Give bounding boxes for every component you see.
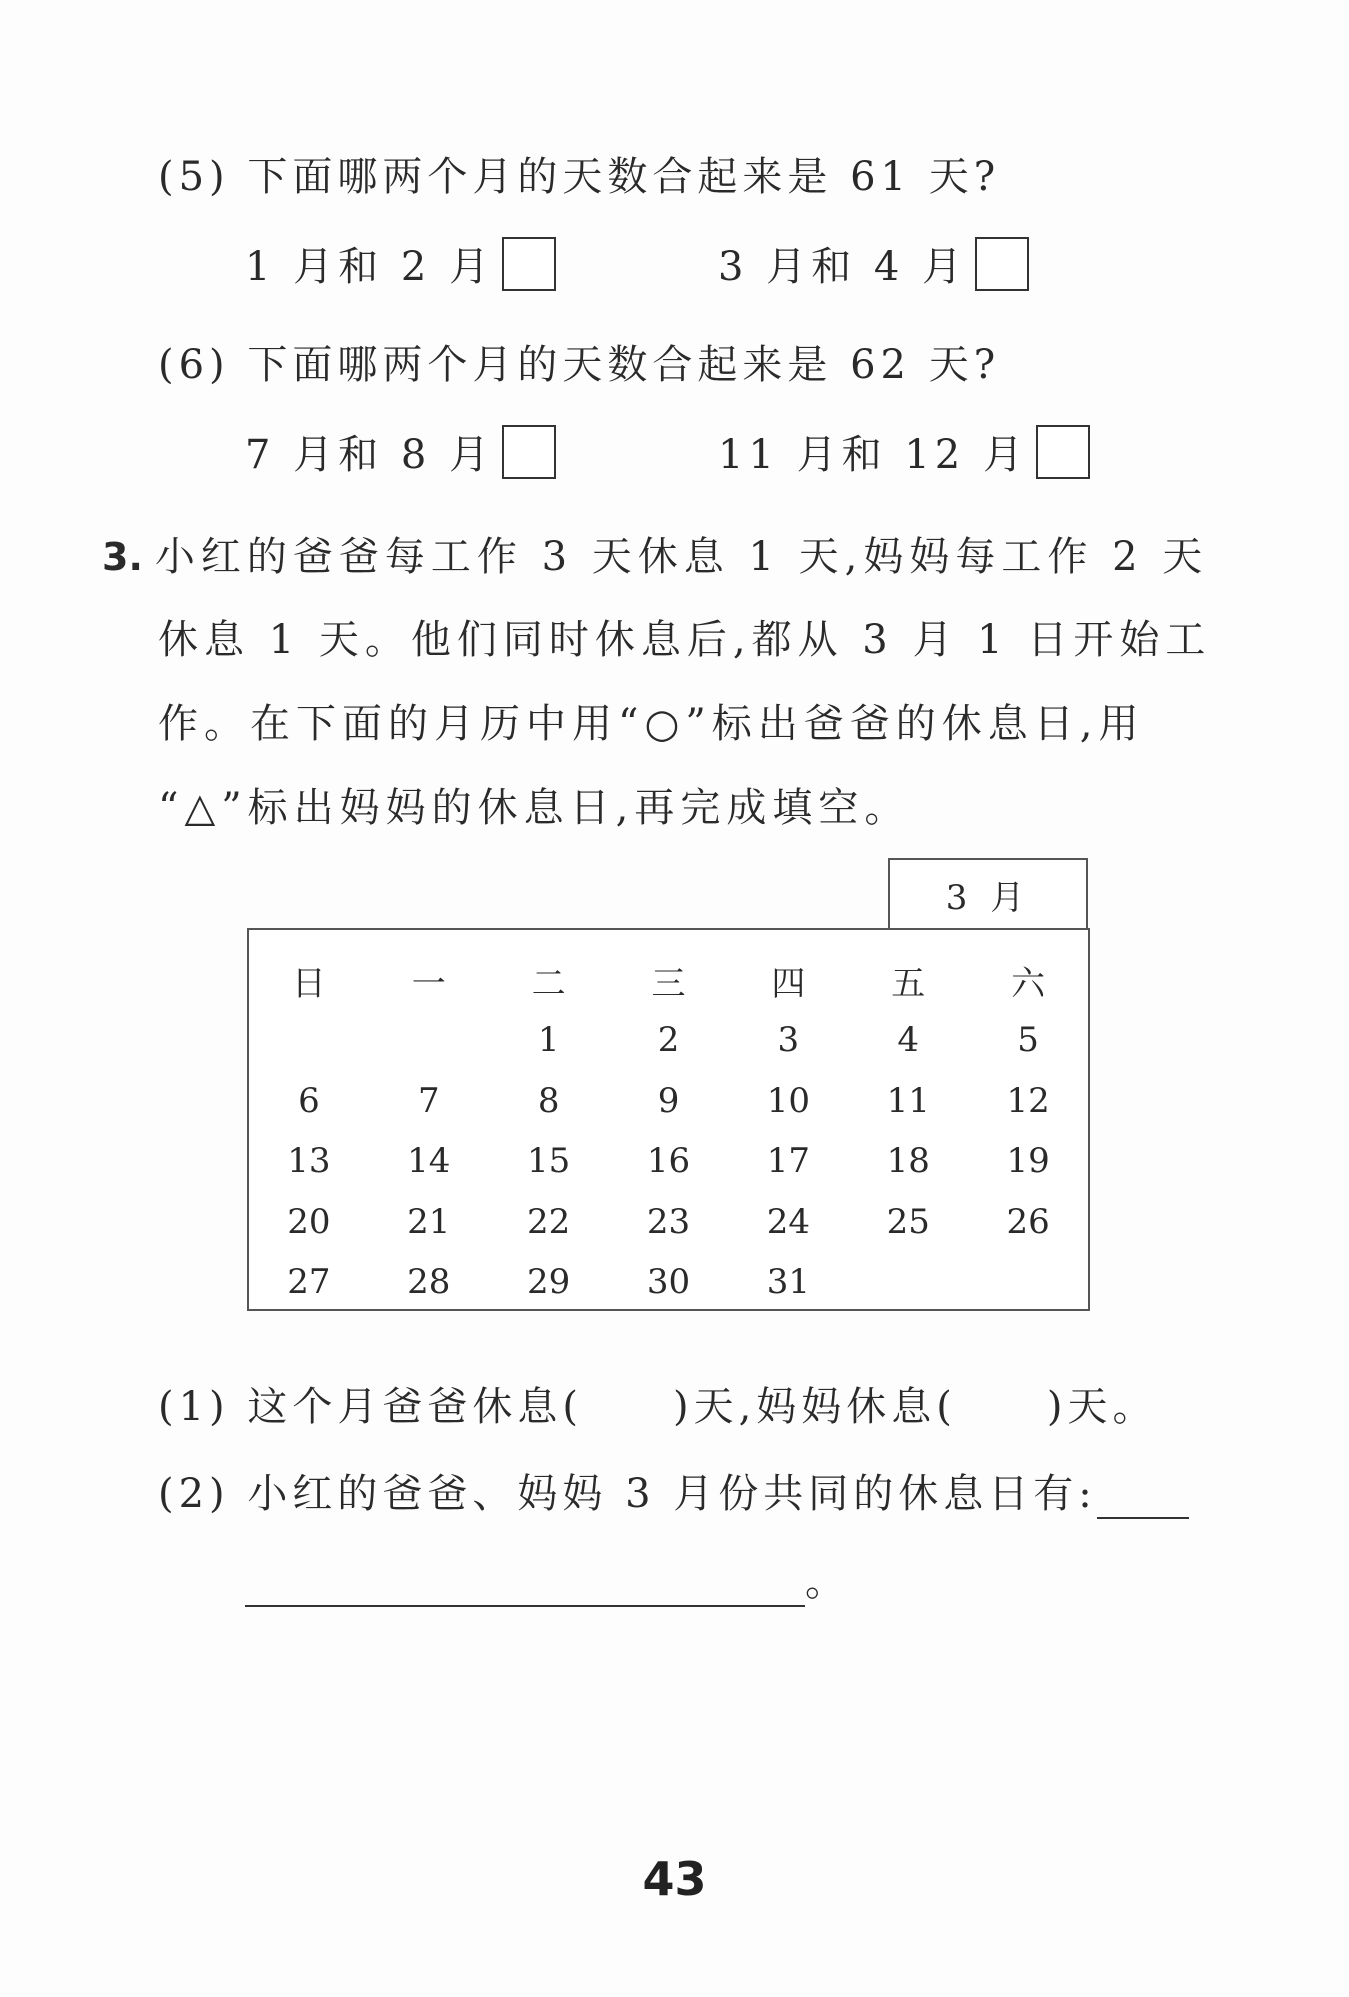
- sub1-question: [158, 1375, 1158, 1432]
- q6-option-a: [245, 423, 556, 480]
- problem3-line3: 作。在下面的月历中用“○”标出爸爸的休息日,用: [158, 701, 1145, 747]
- calendar-day[interactable]: [249, 1012, 369, 1068]
- calendar-day[interactable]: 3: [777, 1020, 800, 1060]
- q5-option-a-checkbox[interactable]: [502, 237, 556, 291]
- problem3-line2: 休息 1 天。他们同时休息后,都从 3 月 1 日开始工: [158, 617, 1212, 663]
- calendar-day[interactable]: 17: [766, 1141, 810, 1181]
- problem3-line4: “△”标出妈妈的休息日,再完成填空。: [158, 785, 911, 831]
- calendar-day[interactable]: 25: [886, 1202, 930, 1242]
- sub2-answer-blank-1[interactable]: [1097, 1473, 1189, 1519]
- calendar-day[interactable]: 18: [886, 1141, 930, 1181]
- calendar-day[interactable]: [848, 1254, 968, 1310]
- sub2-text: (2) 小红的爸爸、妈妈 3 月份共同的休息日有:: [158, 1471, 1097, 1517]
- calendar-week-1: [249, 1012, 1088, 1068]
- calendar-day[interactable]: 22: [527, 1202, 571, 1242]
- calendar-day[interactable]: 10: [766, 1081, 810, 1121]
- calendar-day[interactable]: 15: [527, 1141, 571, 1181]
- calendar-day[interactable]: 20: [287, 1202, 331, 1242]
- calendar-weekday-row: [249, 952, 1088, 1008]
- calendar-day[interactable]: 13: [287, 1141, 331, 1181]
- q5-prompt: (5) 下面哪两个月的天数合起来是 61 天?: [158, 154, 1001, 200]
- weekday-fri: 五: [891, 963, 926, 1004]
- calendar-week-3: [249, 1133, 1088, 1189]
- calendar-week-5: [249, 1254, 1088, 1310]
- calendar-day[interactable]: 24: [766, 1202, 810, 1242]
- q5-option-b-checkbox[interactable]: [975, 237, 1029, 291]
- calendar-day[interactable]: 30: [646, 1262, 691, 1302]
- calendar-day[interactable]: 16: [646, 1141, 691, 1181]
- weekday-mon: 一: [411, 963, 446, 1004]
- problem3-line1: [102, 525, 1208, 582]
- calendar-day[interactable]: 1: [537, 1020, 560, 1060]
- sub1-text-c: )天。: [1046, 1384, 1158, 1430]
- q6-option-a-checkbox[interactable]: [502, 425, 556, 479]
- calendar-week-2: [249, 1073, 1088, 1129]
- sub2-question: [158, 1462, 1189, 1519]
- calendar-day[interactable]: 23: [646, 1202, 691, 1242]
- q6-option-b: [718, 423, 1090, 480]
- calendar-day[interactable]: 14: [407, 1141, 451, 1181]
- sub1-text-b: )天,妈妈休息(: [672, 1384, 957, 1430]
- problem3-line1-text: 小红的爸爸每工作 3 天休息 1 天,妈妈每工作 2 天: [154, 534, 1209, 580]
- calendar-day[interactable]: 27: [287, 1262, 331, 1302]
- sub1-text-a: (1) 这个月爸爸休息(: [158, 1384, 583, 1430]
- calendar-day[interactable]: 4: [897, 1020, 920, 1060]
- weekday-thu: 四: [771, 963, 806, 1004]
- q6-option-b-checkbox[interactable]: [1036, 425, 1090, 479]
- weekday-tue: 二: [531, 963, 566, 1004]
- calendar-day[interactable]: [369, 1012, 489, 1068]
- calendar-day[interactable]: 31: [766, 1262, 810, 1302]
- sub2-answer-blank-2[interactable]: [245, 1561, 805, 1607]
- calendar-day[interactable]: 12: [1006, 1081, 1050, 1121]
- sub2-end-mark: 。: [805, 1559, 850, 1605]
- problem3-number: 3.: [102, 535, 143, 579]
- weekday-sat: 六: [1011, 963, 1046, 1004]
- calendar-day[interactable]: 29: [527, 1262, 571, 1302]
- q6-option-b-label: 11 月和 12 月: [718, 432, 1028, 478]
- q6-option-a-label: 7 月和 8 月: [245, 432, 495, 478]
- calendar-day[interactable]: 19: [1006, 1141, 1050, 1181]
- calendar-day[interactable]: 28: [407, 1262, 451, 1302]
- q5-option-b: [718, 235, 1029, 292]
- calendar-day[interactable]: 11: [886, 1081, 930, 1121]
- page-number: 43: [642, 1852, 707, 1906]
- sub2-continuation: [245, 1550, 850, 1607]
- weekday-wed: 三: [651, 963, 686, 1004]
- calendar-month-label: 3 月: [888, 858, 1088, 928]
- q5-option-a-label: 1 月和 2 月: [245, 244, 495, 290]
- calendar-day[interactable]: 8: [537, 1081, 560, 1121]
- q6-prompt: (6) 下面哪两个月的天数合起来是 62 天?: [158, 342, 1001, 388]
- calendar-day[interactable]: [968, 1254, 1088, 1310]
- calendar-day[interactable]: 21: [407, 1202, 451, 1242]
- calendar-day[interactable]: 2: [657, 1020, 680, 1060]
- weekday-sun: 日: [291, 963, 326, 1004]
- q5-option-b-label: 3 月和 4 月: [718, 244, 968, 290]
- calendar-week-4: [249, 1194, 1088, 1250]
- calendar-grid: [247, 928, 1090, 1311]
- calendar-day[interactable]: 6: [298, 1081, 320, 1121]
- calendar-day[interactable]: 5: [1017, 1020, 1039, 1060]
- calendar-day[interactable]: 9: [657, 1081, 680, 1121]
- q5-option-a: [245, 235, 556, 292]
- calendar-day[interactable]: 26: [1006, 1202, 1050, 1242]
- calendar-day[interactable]: 7: [417, 1081, 440, 1121]
